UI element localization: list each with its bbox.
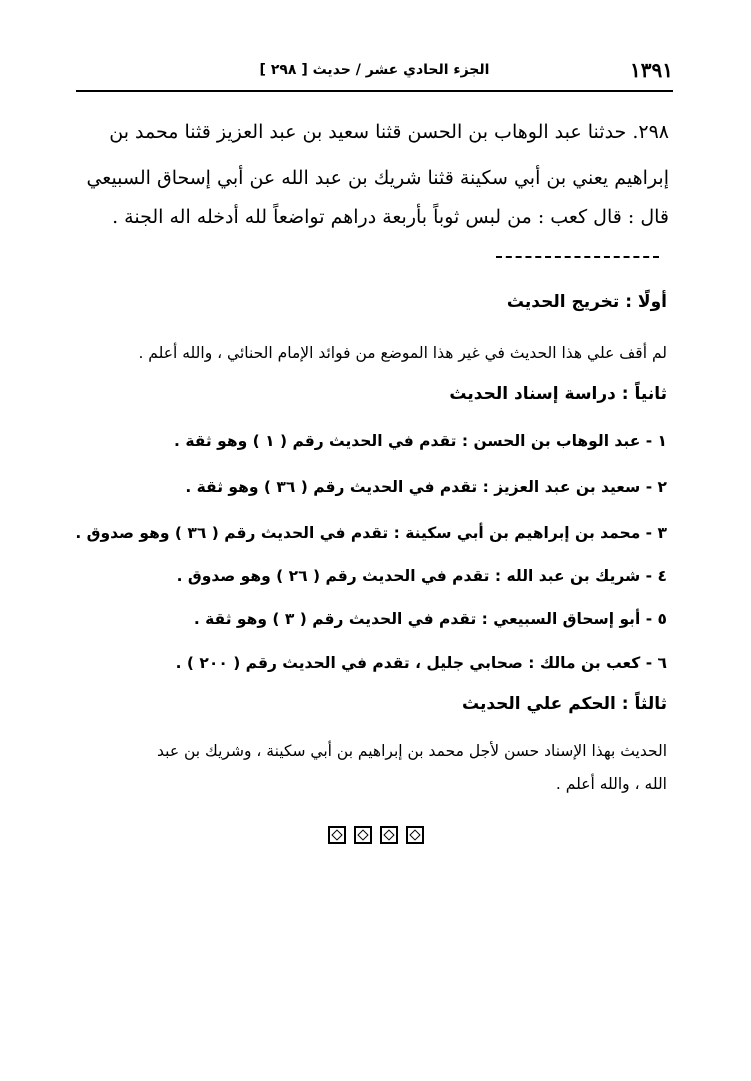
ornament-icon bbox=[328, 826, 346, 844]
narrator-3: ٣ - محمد بن إبراهيم بن أبي سكينة : تقدم في الحديث رقم ( ٣٦ ) وهو صدوق . bbox=[75, 524, 667, 542]
ornament-icon bbox=[380, 826, 398, 844]
narrator-6: ٦ - كعب بن مالك : صحابي جليل ، تقدم في الحديث رقم ( ٢٠٠ ) . bbox=[175, 654, 667, 672]
end-ornaments bbox=[0, 826, 751, 849]
ornament-icon bbox=[354, 826, 372, 844]
page-header bbox=[76, 58, 673, 92]
section-divider bbox=[496, 256, 659, 258]
narrator-5: ٥ - أبو إسحاق السبيعي : تقدم في الحديث رقم ( ٣ ) وهو ثقة . bbox=[193, 610, 667, 628]
takhrij-heading: أولًا : تخريج الحديث bbox=[506, 292, 667, 312]
narrator-4: ٤ - شريك بن عبد الله : تقدم في الحديث رقم ( ٢٦ ) وهو صدوق . bbox=[176, 567, 667, 585]
hukm-line-2: الله ، والله أعلم . bbox=[555, 775, 667, 793]
isnad-heading: ثانياً : دراسة إسناد الحديث bbox=[449, 384, 667, 404]
page-number: ١٣٩١ bbox=[630, 58, 673, 82]
hadith-line-3: قال : قال كعب : من لبس ثوباً بأربعة دراهم تواضعاً لله أدخله اله الجنة . bbox=[112, 206, 669, 228]
takhrij-text: لم أقف علي هذا الحديث في غير هذا الموضع من فوائد الإمام الحنائي ، والله أعلم . bbox=[138, 344, 667, 362]
narrator-2: ٢ - سعيد بن عبد العزيز : تقدم في الحديث رقم ( ٣٦ ) وهو ثقة . bbox=[185, 478, 667, 496]
hadith-line-1: ٢٩٨. حدثنا عبد الوهاب بن الحسن قثنا سعيد بن عبد العزيز قثنا محمد بن bbox=[109, 121, 669, 143]
hadith-line-2: إبراهيم يعني بن أبي سكينة قثنا شريك بن عبد الله عن أبي إسحاق السبيعي bbox=[86, 167, 669, 189]
running-title: الجزء الحادي عشر / حديث [ ٢٩٨ ] bbox=[259, 62, 490, 78]
hukm-heading: ثالثاً : الحكم علي الحديث bbox=[461, 694, 667, 714]
narrator-1: ١ - عبد الوهاب بن الحسن : تقدم في الحديث رقم ( ١ ) وهو ثقة . bbox=[174, 432, 667, 450]
hukm-line-1: الحديث بهذا الإسناد حسن لأجل محمد بن إبراهيم بن أبي سكينة ، وشريك بن عبد bbox=[157, 742, 667, 760]
ornament-icon bbox=[406, 826, 424, 844]
